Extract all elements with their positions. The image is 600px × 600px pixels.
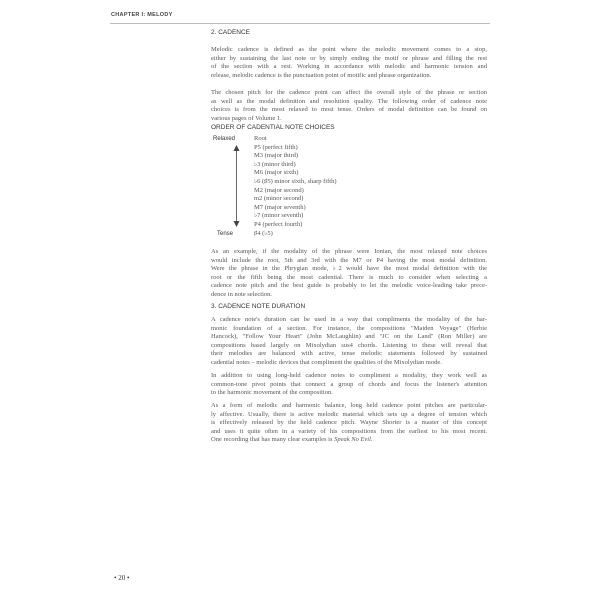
- text-line: A cadence note's duration can be used in a way that compliments the modality of the har-: [211, 316, 487, 323]
- text-line: choices is from the most relaxed to most tense. Orders of modal definition can be found on: [211, 106, 487, 114]
- text-line: monic foundation of a section. For instance, the compositions "Maiden Voyage" (Herbie: [211, 324, 487, 332]
- note-choice: m2 (minor second): [254, 195, 304, 203]
- album-title: Speak No Evil.: [334, 436, 373, 444]
- note-choice: Root: [254, 135, 267, 142]
- paragraph: [211, 402, 487, 445]
- note-choice: ♭3 (minor third): [254, 160, 296, 168]
- paragraph: [211, 46, 487, 80]
- text-line: and uses it quite often in a variety of his compositions from the earliest to his most recent.: [211, 427, 487, 435]
- tense-label: Tense: [217, 230, 234, 237]
- text-line: As an example, if the modality of the phrase were Ionian, the most relaxed note choices: [211, 248, 487, 255]
- text-line: to the harmonic movement of the composition.: [211, 389, 333, 397]
- note-choice: M2 (major second): [254, 186, 304, 194]
- text-line: The chosen pitch for the cadence point can affect the overall style of the phrase or section: [211, 89, 487, 96]
- text-line: In addition to using long-held cadence notes to compliment a modality, they work well as: [211, 372, 487, 379]
- text-line: [211, 436, 487, 445]
- text-line: dence in note selection.: [211, 290, 273, 298]
- page-number: • 20 •: [114, 574, 130, 582]
- paragraph: [211, 89, 487, 123]
- text-line: their melodies are balanced with active, tense melodic statements followed by sustained: [211, 350, 487, 358]
- relaxed-label: Relaxed: [213, 136, 236, 142]
- note-choice: ♯4 (♭5): [254, 229, 273, 237]
- note-choice: P4 (perfect fourth): [254, 221, 303, 228]
- text-line: As a form of melodic and harmonic balance, long held cadence point pitches are particular-: [211, 402, 487, 409]
- text-line: Were the phrase in the Phrygian mode, ♭2 would have the most modal definition with the: [211, 265, 487, 273]
- text-line: various pages of Volume 1.: [211, 114, 282, 122]
- text-line: root or the fifth being the most cadential. There is much to consider when selecting a: [211, 273, 487, 281]
- note-choice: P5 (perfect fifth): [254, 143, 298, 151]
- chapter-header: CHAPTER I: MELODY: [111, 12, 173, 18]
- paragraph: [211, 248, 487, 300]
- note-choice: ♭7 (minor seventh): [254, 212, 304, 220]
- text-line: either by sustaining the last note or by simply ending the motif or phrase and filling the rest: [211, 54, 487, 62]
- text-line: of the section with a rest. Working in accordance with melodic and harmonic tension and: [211, 63, 487, 71]
- paragraph: [211, 372, 487, 398]
- note-choice: ♭6 (♯5) minor sixth, sharp fifth): [254, 178, 337, 185]
- text-line: as well as the modal definition and resolution quality. The following order of cadence note: [211, 97, 487, 105]
- paragraph: [211, 316, 487, 368]
- note-choice: M7 (major seventh): [254, 203, 306, 211]
- text-line: common-tone pivot points that connect a group of chords and focus the listener's attention: [211, 380, 487, 388]
- cadential-note-list: [213, 135, 433, 239]
- text-line: Hancock), "Follow Your Heart" (John McLaughlin) and "JC on the Land" (Ron Miller) are: [211, 333, 487, 341]
- text-line: ly affective. Usually, there is active melodic material which sets up a degree of tension which: [211, 410, 487, 418]
- text-line: compositions based largely on Mixolydian sus4 chords. Listening to these will reveal that: [211, 341, 487, 349]
- section-heading-duration: 3. CADENCE NOTE DURATION: [211, 303, 306, 310]
- header-rule: [110, 23, 490, 24]
- list-heading: ORDER OF CADENTIAL NOTE CHOICES: [211, 124, 335, 131]
- note-choice: M3 (major third): [254, 152, 299, 160]
- note-choice: M6 (major sixth): [254, 169, 299, 177]
- arrow-down-icon: [234, 221, 240, 227]
- tension-arrow-icon: [232, 145, 241, 227]
- text-line: cadence note pitch and the best guide is probably to let the melodic voice-leading take prece-: [211, 282, 487, 290]
- text-line: would include the root, 5th and 3rd with the M7 or P4 having the most modal definition.: [211, 256, 487, 264]
- text-line: release, melodic cadence is the punctuation point of motific and phrase organization.: [211, 71, 432, 79]
- text-line: is effectively released by the held cadence pitch. Wayne Shorter is a master of this concept: [211, 419, 487, 427]
- section-heading-cadence: 2. CADENCE: [211, 29, 251, 36]
- text: One recording that has many clear examples is: [211, 436, 335, 444]
- text-line: Melodic cadence is defined as the point where the melodic movement comes to a stop,: [211, 46, 487, 53]
- text-line: cadential notes – melodic devices that compliment the qualities of the Mixolydian mode.: [211, 358, 442, 366]
